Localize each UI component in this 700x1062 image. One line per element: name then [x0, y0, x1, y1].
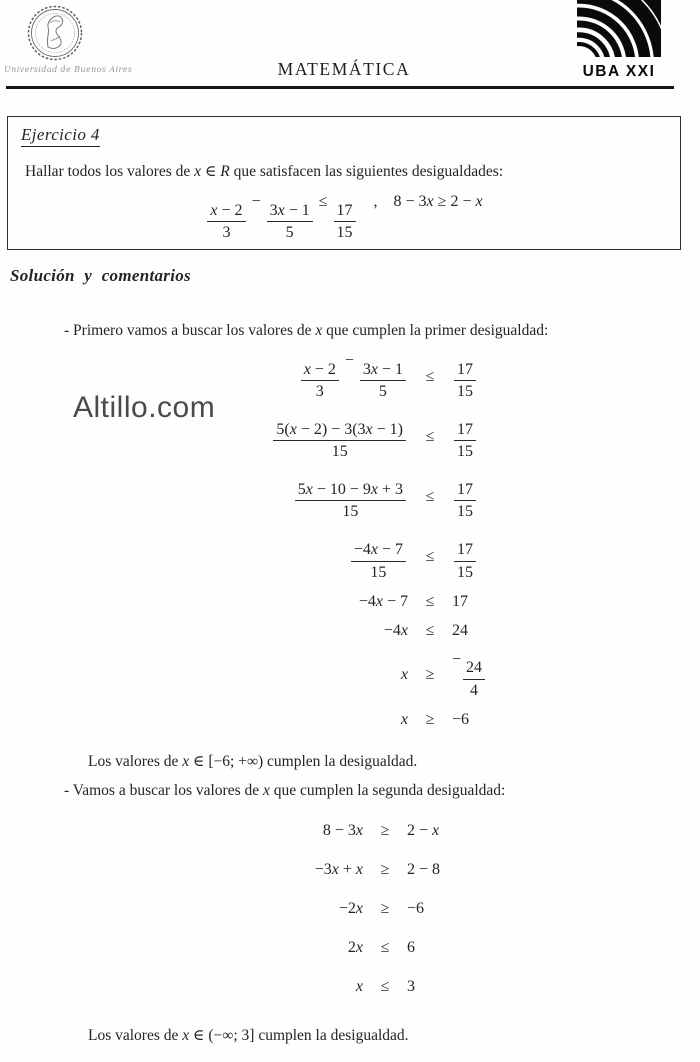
- equation-row: 2x ≤ 6: [347, 939, 415, 956]
- fraction: $\frac{3x - 1}{5}$: [360, 360, 406, 401]
- relation-operator: ≤: [380, 978, 390, 995]
- exercise-box: [7, 116, 681, 250]
- equation-row: [160, 533, 700, 582]
- result-text-2: Los valores de x ∈ (−∞; 3] cumplen la desigualdad.: [88, 1027, 409, 1044]
- equation-row: [160, 472, 700, 521]
- seal-caption: Universidad de Buenos Aires: [4, 65, 133, 74]
- fraction: $\frac{17}{15}$: [454, 360, 476, 401]
- equation-row: $\frac{x - 2}{3}$ − $\frac{3x - 1}{5}$ ≤ $\frac{17}{15}$: [160, 352, 700, 401]
- solution-bullet-1: - Primero vamos a buscar los valores de x que cumplen la primer desigualdad:: [64, 322, 549, 339]
- relation-operator: ≥: [425, 710, 435, 728]
- relation-operator: ≤: [425, 621, 435, 639]
- page-title: MATEMÁTICA: [277, 59, 411, 79]
- relation-operator: ≤: [425, 592, 435, 610]
- equation-row: x ≤ 3: [355, 978, 415, 995]
- uba-xxi-label: UBA XXI: [582, 63, 656, 80]
- equation-row: x ≥ −6: [400, 710, 470, 728]
- equation-row: −3x + x ≥ 2 − 8: [314, 861, 441, 878]
- relation-operator: ≤: [425, 427, 435, 445]
- result-text-1: Los valores de x ∈ [−6; +∞) cumplen la desigualdad.: [88, 753, 418, 770]
- equation-row: −2x ≥ −6: [338, 900, 425, 917]
- relation-operator: ≥: [380, 900, 390, 917]
- fraction: $\frac{3x - 1}{5}$: [267, 201, 313, 242]
- fraction: $\frac{5x - 10 - 9x + 3}{15}$: [295, 480, 406, 521]
- header-rule: [6, 86, 674, 89]
- relation-operator: ≤: [380, 939, 390, 956]
- fraction: $\frac{17}{15}$: [454, 420, 476, 461]
- fraction: $\frac{5(x - 2) - 3(3x - 1)}{15}$: [273, 420, 406, 461]
- fraction: $\frac{17}{15}$: [454, 540, 476, 581]
- watermark-text: Altillo.com: [73, 391, 216, 424]
- relation-operator: ≤: [425, 367, 435, 385]
- relation-operator: ≥: [425, 666, 435, 684]
- fraction: $\frac{x - 2}{3}$: [301, 360, 339, 401]
- equation-row: −4x ≤ 24: [383, 621, 468, 639]
- solution-bullet-2: - Vamos a buscar los valores de x que cumplen la segunda desigualdad:: [64, 782, 506, 799]
- equation-row: [160, 412, 700, 461]
- relation-operator: ≤: [425, 548, 435, 566]
- fraction: $\frac{x - 2}{3}$: [207, 201, 245, 242]
- equation-row: x ≥ − $\frac{24}{4}$: [160, 651, 700, 700]
- exercise-equation: $\frac{x - 2}{3}$ − $\frac{3x - 1}{5}$ ≤ $\frac{17}{15}$ , 8 − 3x ≥ 2 − x: [21, 193, 667, 242]
- fraction: $\frac{24}{4}$: [463, 658, 485, 699]
- relation-operator: ≥: [380, 861, 390, 878]
- equation-row: −4x − 7 ≤ 17: [358, 592, 468, 610]
- exercise-title: Ejercicio 4: [21, 125, 100, 147]
- uba-xxi-logo: [576, 0, 662, 81]
- exercise-statement: Hallar todos los valores de x ∈ R que satisfacen las siguientes desigualdades:: [25, 163, 504, 180]
- equation-block-2: [115, 822, 655, 1017]
- equation-row: 8 − 3x ≥ 2 − x: [322, 822, 440, 839]
- fraction: $\frac{17}{15}$: [334, 201, 356, 242]
- relation-operator: ≥: [380, 822, 390, 839]
- solution-heading: Solución y comentarios: [10, 266, 191, 285]
- uba-xxi-arcs-icon: [577, 0, 661, 57]
- relation-operator: ≤: [425, 487, 435, 505]
- uba-seal-logo: [26, 3, 84, 65]
- equation-block-1: [160, 352, 700, 740]
- fraction: $\frac{-4x - 7}{15}$: [351, 540, 406, 581]
- fraction: $\frac{17}{15}$: [454, 480, 476, 521]
